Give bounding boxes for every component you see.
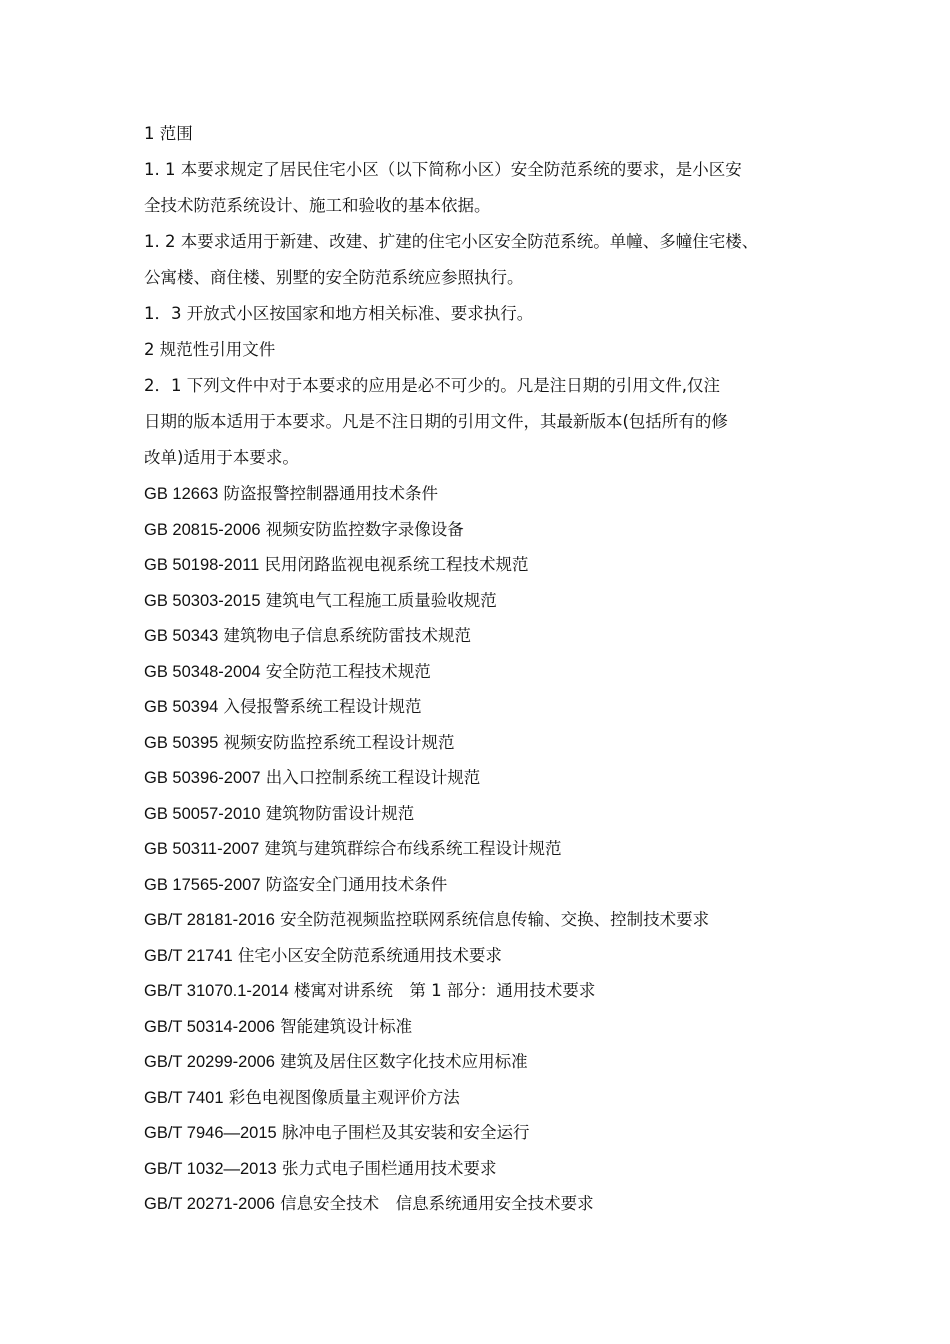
reference-item [144,872,834,898]
paragraph-line: 1. 2 本要求适用于新建、改建、扩建的住宅小区安全防范系统。单幢、多幢住宅楼、 [144,232,759,251]
reference-title: 安全防范视频监控联网系统信息传输、交换、控制技术要求 [274,910,710,929]
reference-code: GB 50303-2015 [144,591,261,610]
reference-code: GB 50311-2007 [144,840,260,858]
reference-item [144,1085,834,1111]
reference-item [144,481,834,507]
reference-code: GB/T 1032—2013 [144,1159,277,1178]
reference-item [144,978,834,1004]
reference-title: 信息安全技术 信息系统通用安全技术要求 [274,1194,594,1213]
reference-item [144,1156,834,1182]
reference-item [144,552,834,578]
reference-item [144,659,834,685]
reference-title: 智能建筑设计标准 [274,1016,413,1036]
reference-item [144,801,834,827]
paragraph-1-2 [144,229,834,291]
reference-code: GB 50343 [144,627,219,645]
reference-title: 建筑物防雷设计规范 [260,803,415,823]
reference-code: GB 50348-2004 [144,662,261,681]
reference-title: 防盗报警控制器通用技术条件 [218,484,439,503]
reference-code: GB/T 21741 [144,946,233,965]
reference-item [144,694,834,720]
reference-title: 民用闭路监视电视系统工程技术规范 [259,555,529,574]
reference-title: 楼寓对讲系统 第 1 部分：通用技术要求 [288,981,596,1000]
reference-title: 防盗安全门通用技术条件 [260,874,448,894]
reference-code: GB 50057-2010 [144,804,261,823]
paragraph-line: 2．1 下列文件中对于本要求的应用是必不可少的。凡是注日期的引用文件,仅注 [144,376,720,395]
document-page [144,121,834,1227]
reference-item [144,588,834,614]
paragraph-line: 公寓楼、商住楼、别墅的安全防范系统应参照执行。 [144,268,524,287]
reference-code: GB/T 50314-2006 [144,1017,275,1036]
reference-title: 脉冲电子围栏及其安装和安全运行 [276,1123,530,1142]
reference-item [144,1120,834,1146]
reference-item [144,1014,834,1040]
paragraph-line: 日期的版本适用于本要求。凡是不注日期的引用文件，其最新版本(包括所有的修 [144,412,728,431]
reference-item [144,1049,834,1075]
paragraph-1-3 [144,301,834,327]
paragraph-1-1 [144,157,834,219]
reference-item [144,765,834,791]
reference-code: GB/T 20299-2006 [144,1053,275,1071]
reference-code: GB 20815-2006 [144,520,261,539]
reference-item [144,730,834,756]
reference-title: 住宅小区安全防范系统通用技术要求 [232,945,502,965]
reference-code: GB 17565-2007 [144,875,261,894]
reference-item [144,943,834,969]
reference-title: 入侵报警系统工程设计规范 [218,697,422,716]
reference-title: 出入口控制系统工程设计规范 [260,768,481,787]
reference-title: 建筑物电子信息系统防雷技术规范 [218,626,472,645]
reference-code: GB/T 20271-2006 [144,1195,275,1213]
reference-title: 建筑及居住区数字化技术应用标准 [274,1052,528,1071]
reference-item [144,1191,834,1217]
paragraph-2-1 [144,373,834,471]
reference-code: GB 50394 [144,698,219,716]
reference-code: GB/T 28181-2016 [144,911,275,929]
reference-list [144,481,834,1217]
section-heading-normative-references: 2 规范性引用文件 [144,340,276,359]
section-heading-scope: 1 范围 [144,124,193,143]
reference-code: GB 50395 [144,733,219,752]
paragraph-line: 1. 1 本要求规定了居民住宅小区（以下简称小区）安全防范系统的要求，是小区安 [144,160,742,179]
paragraph-line: 全技术防范系统设计、施工和验收的基本依据。 [144,196,491,215]
reference-item [144,623,834,649]
reference-item [144,907,834,933]
reference-code: GB 50396-2007 [144,769,261,787]
reference-code: GB/T 7401 [144,1088,224,1107]
reference-title: 视频安防监控数字录像设备 [260,519,464,539]
reference-code: GB 12663 [144,485,219,503]
reference-title: 彩色电视图像质量主观评价方法 [223,1087,460,1107]
reference-title: 张力式电子围栏通用技术要求 [276,1158,497,1178]
reference-item [144,517,834,543]
reference-title: 建筑电气工程施工质量验收规范 [260,590,497,610]
reference-code: GB/T 31070.1-2014 [144,982,289,1000]
reference-title: 视频安防监控系统工程设计规范 [218,732,455,752]
reference-title: 建筑与建筑群综合布线系统工程设计规范 [259,839,562,858]
reference-item [144,836,834,862]
paragraph-line: 1．3 开放式小区按国家和地方相关标准、要求执行。 [144,304,534,323]
reference-title: 安全防范工程技术规范 [260,661,431,681]
reference-code: GB/T 7946—2015 [144,1124,277,1142]
reference-code: GB 50198-2011 [144,556,260,574]
paragraph-line: 改单)适用于本要求。 [144,448,299,467]
